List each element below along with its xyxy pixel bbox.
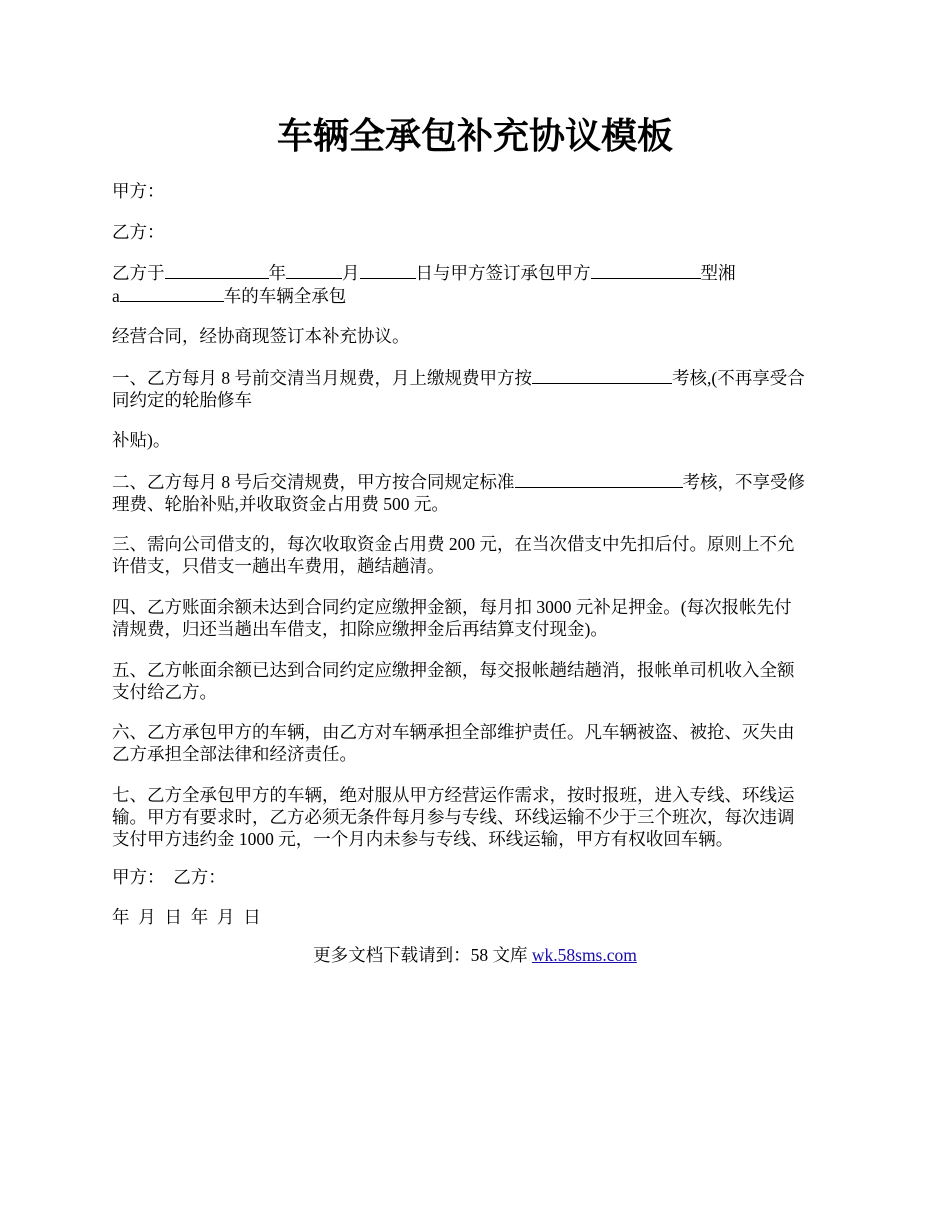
intro-text: 车的车辆全承包 <box>223 286 347 306</box>
intro-line-1 <box>112 261 840 284</box>
clause-1 <box>112 366 840 411</box>
date-line: 年 月 日 年 月 日 <box>112 907 261 927</box>
clause-7-line-1: 七、乙方全承包甲方的车辆，绝对服从甲方经营运作需求，按时报班，进入专线、环线运 <box>112 785 795 805</box>
clause-2-line-1 <box>112 470 840 493</box>
clause-3-line-1: 三、需向公司借支的，每次收取资金占用费 200 元，在当次借支中先扣后付。原则上不允 <box>112 534 795 554</box>
intro-line-2 <box>112 284 840 307</box>
clause-1-continuation: 补贴)。 <box>112 430 171 450</box>
clause-text: 考核,(不再享受合 <box>672 368 805 388</box>
blank-field-plate[interactable] <box>120 284 224 302</box>
party-a-label: 甲方： <box>112 181 165 201</box>
footer-link[interactable]: wk.58sms.com <box>531 945 637 965</box>
clause-7 <box>112 784 840 850</box>
clause-2 <box>112 470 840 515</box>
clause-text: 二、乙方每月 8 号后交清规费，甲方按合同规定标准 <box>112 472 515 492</box>
intro-text: a <box>112 286 120 306</box>
clause-3-line-2: 许借支，只借支一趟出车费用，趟结趟清。 <box>112 556 445 576</box>
intro-text: 乙方于 <box>112 263 165 283</box>
document-title: 车辆全承包补充协议模板 <box>276 116 673 156</box>
blank-field-standard[interactable] <box>515 470 683 488</box>
footer <box>0 944 950 966</box>
clause-1-line-1 <box>112 366 840 389</box>
clause-4 <box>112 596 840 640</box>
clause-6-line-2: 乙方承担全部法律和经济责任。 <box>112 744 357 764</box>
footer-text: 更多文档下载请到：58 文库 <box>313 945 532 965</box>
intro-text: 型湘 <box>700 263 736 283</box>
blank-field-month[interactable] <box>286 261 342 279</box>
clause-5 <box>112 659 840 703</box>
intro-paragraph <box>112 261 840 307</box>
intro-text: 月 <box>342 263 360 283</box>
intro-closing: 经营合同，经协商现签订本补充协议。 <box>112 326 410 346</box>
intro-text: 年 <box>268 263 286 283</box>
clause-6 <box>112 721 840 765</box>
party-b-label: 乙方： <box>112 222 165 242</box>
blank-field-vehicle-model[interactable] <box>591 261 701 279</box>
clause-4-line-2: 清规费，归还当趟出车借支，扣除应缴押金后再结算支付现金)。 <box>112 619 608 639</box>
signature-line: 甲方： 乙方： <box>112 867 226 887</box>
intro-text: 日与甲方签订承包甲方 <box>415 263 591 283</box>
blank-field-assessment[interactable] <box>532 366 672 384</box>
clause-6-line-1: 六、乙方承包甲方的车辆，由乙方对车辆承担全部维护责任。凡车辆被盗、被抢、灭失由 <box>112 722 795 742</box>
clause-5-line-2: 支付给乙方。 <box>112 682 217 702</box>
clause-4-line-1: 四、乙方账面余额未达到合同约定应缴押金额，每月扣 3000 元补足押金。(每次报帐先付 <box>112 597 792 617</box>
clause-7-line-3: 支付甲方违约金 1000 元，一个月内未参与专线、环线运输，甲方有权收回车辆。 <box>112 829 734 849</box>
clause-2-line-2: 理费、轮胎补贴,并收取资金占用费 500 元。 <box>112 494 449 514</box>
clause-7-line-2: 输。甲方有要求时，乙方必须无条件每月参与专线、环线运输不少于三个班次，每次违调 <box>112 807 795 827</box>
blank-field-day[interactable] <box>360 261 416 279</box>
blank-field-year[interactable] <box>165 261 269 279</box>
clause-text: 一、乙方每月 8 号前交清当月规费，月上缴规费甲方按 <box>112 368 532 388</box>
clause-text: 考核，不享受修 <box>682 472 805 492</box>
clause-3 <box>112 533 840 577</box>
clause-1-line-2: 同约定的轮胎修车 <box>112 390 252 410</box>
clause-5-line-1: 五、乙方帐面余额已达到合同约定应缴押金额，每交报帐趟结趟消，报帐单司机收入全额 <box>112 660 795 680</box>
